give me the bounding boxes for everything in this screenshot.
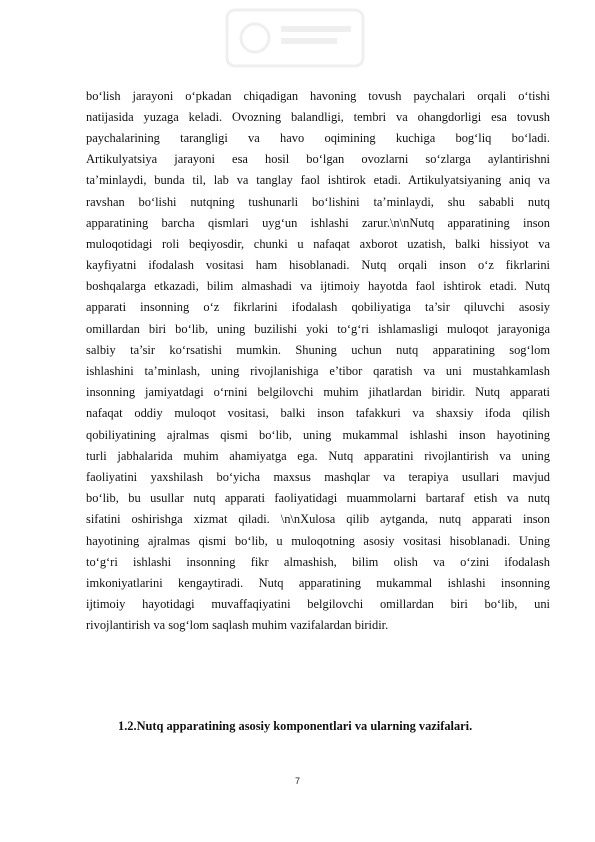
text-line: muloqotidagi roli beqiyosdir, chunki u nafaqat axborot uzatish, balki hissiyot va xyxy=(86,236,550,251)
text-line: kayfiyatni ifodalash vositasi ham hisoblanadi. Nutq orqali inson o‘z fikrlarini xyxy=(86,258,550,273)
text-line: sifatini oshirishga xizmat qiladi. \n\nXulosa qilib aytganda, nutq apparati inson xyxy=(86,512,550,527)
text-line: salbiy ta’sir ko‘rsatishi mumkin. Shuning uchun nutq apparatining sog‘lom xyxy=(86,342,550,357)
text-line: boshqalarga etkazadi, bilim almashadi va ijtimoiy hayotda faol ishtirok etadi. Nutq xyxy=(86,279,550,294)
text-line: ravshan bo‘lishi nutqning tushunarli bo‘lishini ta’minlaydi, shu sababli nutq xyxy=(86,194,550,209)
text-line: Artikulyatsiya jarayoni esa hosil bo‘lgan ovozlarni so‘zlarga aylantirishni xyxy=(86,152,550,167)
text-line: to‘g‘ri ishlashi insonning fikr almashish, bilim olish va o‘zini ifodalash xyxy=(86,554,550,569)
text-line: nafaqat oddiy muloqot vositasi, balki inson tafakkuri va shaxsiy ifoda qilish xyxy=(86,406,550,421)
watermark-logo xyxy=(225,8,365,68)
text-line: rivojlantirish va sog‘lom saqlash muhim vazifalardan biridir. xyxy=(86,618,389,633)
text-line: faoliyatini yaxshilash bo‘yicha maxsus mashqlar va terapiya usullari mavjud xyxy=(86,469,550,484)
text-line: ijtimoiy hayotidagi muvaffaqiyatini belgilovchi omillardan biri bo‘lib, uni xyxy=(86,597,550,612)
text-line: omillardan biri bo‘lib, uning buzilishi yoki to‘g‘ri ishlamasligi muloqot jarayoniga xyxy=(86,321,550,336)
text-line: ishlashini ta’minlash, uning rivojlanishiga e’tibor qaratish va uni mustahkamlash xyxy=(86,364,550,379)
body-paragraph xyxy=(86,86,550,637)
text-line: bo‘lib, bu usullar nutq apparati faoliyatidagi muammolarni bartaraf etish va nutq xyxy=(86,491,550,506)
text-line: insonning jamiyatdagi o‘rnini belgilovchi muhim jihatlardan biridir. Nutq apparati xyxy=(86,385,550,400)
section-heading: 1.2.Nutq apparatining asosiy komponentlari va ularning vazifalari. xyxy=(118,719,473,733)
text-line: apparati insonning o‘z fikrlarini ifodalash qobiliyatiga ta’sir qiluvchi asosiy xyxy=(86,300,550,315)
text-line: hayotining ajralmas qismi bo‘lib, u muloqotning asosiy vositasi hisoblanadi. Uning xyxy=(86,533,550,548)
page-number: 7 xyxy=(294,776,300,786)
text-line: qobiliyatining ajralmas qismi bo‘lib, uning mukammal ishlashi inson hayotining xyxy=(86,427,550,442)
text-line: bo‘lish jarayoni o‘pkadan chiqadigan havoning tovush paychalari orqali o‘tishi xyxy=(86,88,550,103)
text-line: paychalarining tarangligi va havo oqimining kuchiga bog‘liq bo‘ladi. xyxy=(86,130,550,145)
text-line: apparatining barcha qismlari uyg‘un ishlashi zarur.\n\nNutq apparatining inson xyxy=(86,215,550,230)
text-line: turli jabhalarida muhim ahamiyatga ega. Nutq apparatini rivojlantirish va uning xyxy=(86,448,550,463)
text-line: ta’minlaydi, bunda til, lab va tanglay faol ishtirok etadi. Artikulyatsiyaning aniq va xyxy=(86,173,550,188)
text-line: imkoniyatlarini kengaytiradi. Nutq apparatining mukammal ishlashi insonning xyxy=(86,575,550,590)
text-line: natijasida yuzaga keladi. Ovozning balandligi, tembri va ohangdorligi esa tovush xyxy=(86,109,550,124)
